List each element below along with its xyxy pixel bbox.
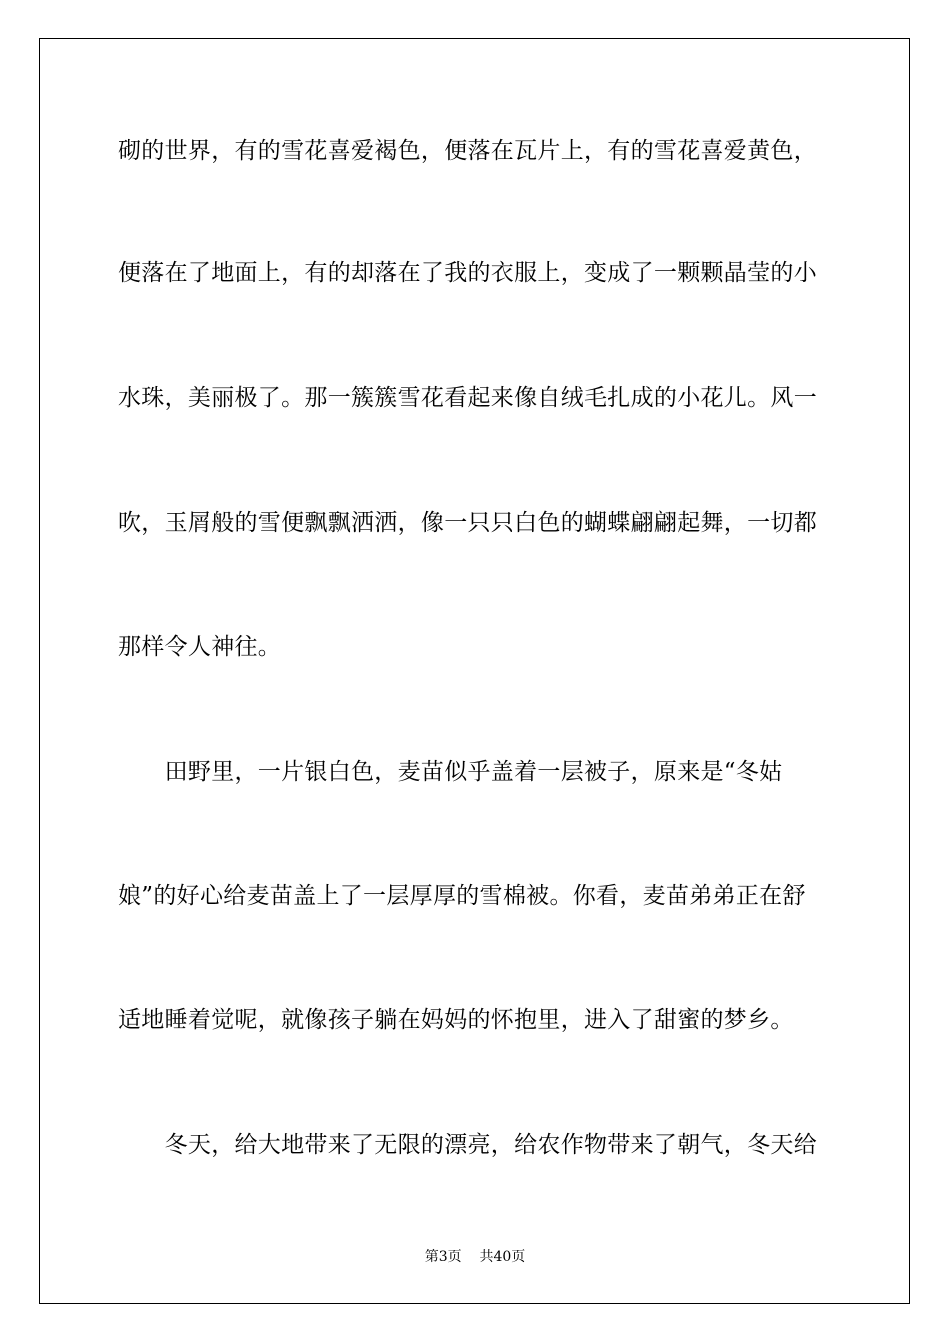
page-border [39, 38, 910, 1304]
body-line-8: 适地睡着觉呢，就像孩子躺在妈妈的怀抱里，进入了甜蜜的梦乡。 [118, 1007, 794, 1033]
body-line-5: 那样令人神往。 [118, 634, 282, 660]
body-line-3: 水珠，美丽极了。那一簇簇雪花看起来像自绒毛扎成的小花儿。风一 [118, 385, 817, 411]
page-number: 第3页 [424, 1249, 462, 1265]
body-line-7: 娘”的好心给麦苗盖上了一层厚厚的雪棉被。你看，麦苗弟弟正在舒 [118, 883, 806, 909]
page-footer [0, 1248, 950, 1266]
body-line-9: 冬天，给大地带来了无限的漂亮，给农作物带来了朝气，冬天给 [118, 1132, 817, 1158]
page-total: 共40页 [479, 1249, 526, 1265]
body-line-2: 便落在了地面上，有的却落在了我的衣服上，变成了一颗颗晶莹的小 [118, 260, 817, 286]
body-line-6: 田野里，一片银白色，麦苗似乎盖着一层被子，原来是“冬姑 [118, 759, 783, 785]
body-line-4: 吹，玉屑般的雪便飘飘洒洒，像一只只白色的蝴蝶翩翩起舞，一切都 [118, 510, 817, 536]
body-line-1: 砌的世界，有的雪花喜爱褐色，便落在瓦片上，有的雪花喜爱黄色， [118, 138, 817, 164]
